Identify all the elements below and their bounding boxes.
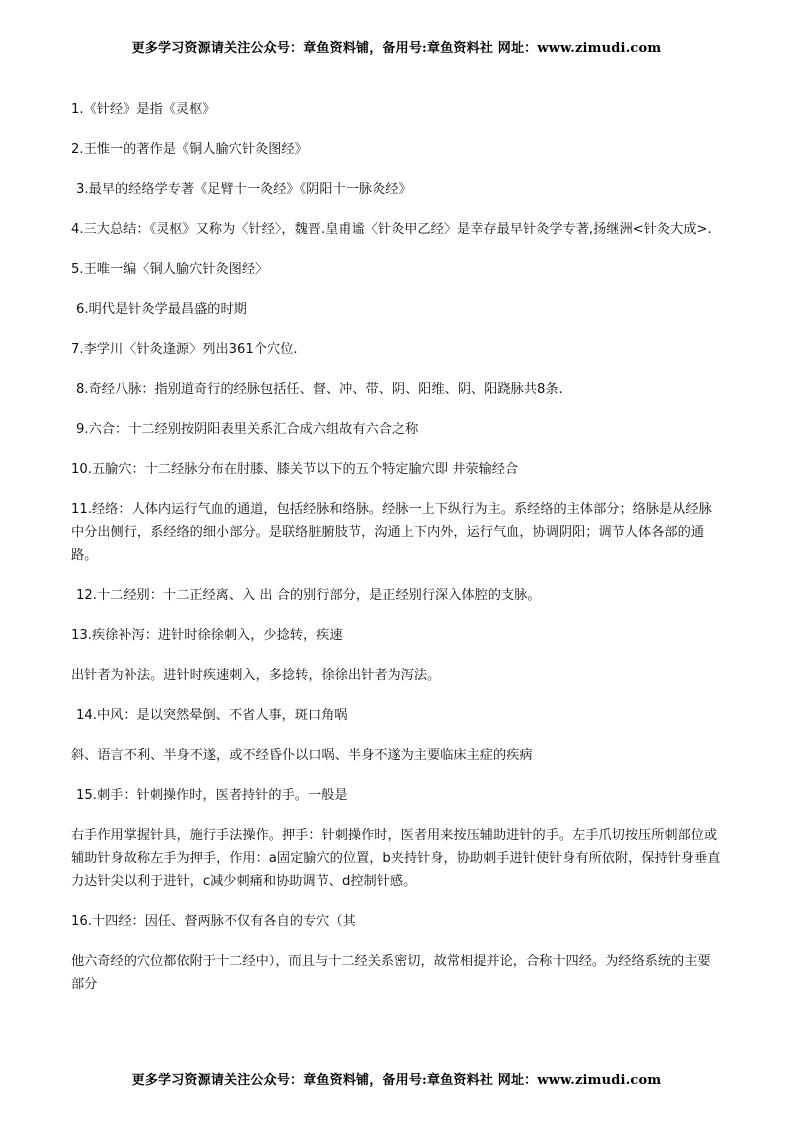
paragraph-16-continued: 他六奇经的穴位都依附于十二经中），而且与十二经关系密切，故常相提并论，合称十四经。为经络系统的主要部分 [71,954,711,992]
footer-banner: 更多学习资源请关注公众号：章鱼资料铺，备用号:章鱼资料社 网址：www.zimudi.com [131,1073,662,1088]
paragraph-16: 16.十四经：因任、督两脉不仅有各自的专穴（其 [71,914,356,929]
paragraph-6: 6.明代是针灸学最昌盛的时期 [76,302,247,317]
paragraph-15-continued: 右手作用掌握针具，施行手法操作。押手：针刺操作时，医者用来按压辅助进针的手。左手爪切按压所刺部位或辅助针身故称左手为押手，作用：a固定腧穴的位置，b夹持针身，协助刺手进针使针身有所依附，保持针身垂直力达针尖以利于进针，c减少刺痛和协助调节、d控制针感。 [71,828,721,889]
paragraph-11: 11.经络：人体内运行气血的通道，包括经脉和络脉。经脉一上下纵行为主。系经络的主体部分；络脉是从经脉中分出侧行，系经络的细小部分。是联络脏腑肢节，沟通上下内外，运行气血，协调阴阳；调节人体各部的通路。 [71,502,712,563]
paragraph-2: 2.王惟一的著作是《铜人腧穴针灸图经》 [71,142,308,157]
paragraph-9: 9.六合：十二经别按阴阳表里关系汇合成六组故有六合之称 [76,422,419,437]
paragraph-13: 13.疾徐补泻：进针时徐徐刺入，少捻转，疾速 [71,628,343,643]
header-banner: 更多学习资源请关注公众号：章鱼资料铺，备用号:章鱼资料社 网址：www.zimudi.com [131,41,662,56]
paragraph-5: 5.王唯一编〈铜人腧穴针灸图经〉 [71,262,269,277]
paragraph-13-continued: 出针者为补法。进针时疾速刺入，多捻转，徐徐出针者为泻法。 [71,668,441,683]
paragraph-12: 12.十二经别：十二正经离、入 出 合的别行部分，是正经别行深入体腔的支脉。 [76,588,541,603]
paragraph-7: 7.李学川〈针灸逢源〉列出361个穴位. [71,342,298,357]
paragraph-14: 14.中风：是以突然晕倒、不省人事，斑口角㖞 [76,708,348,723]
document-body [71,98,721,1013]
paragraph-3: 3.最早的经络学专著《足臂十一灸经》《阴阳十一脉灸经》 [76,182,412,197]
paragraph-14-continued: 斜、语言不利、半身不遂，或不经昏仆以口㖞、半身不遂为主要临床主症的疾病 [71,748,533,763]
paragraph-10: 10.五腧穴：十二经脉分布在肘膝、膝关节以下的五个特定腧穴即 井荥输经合 [71,462,519,477]
paragraph-4: 4.三大总结：《灵枢》又称为〈针经〉，魏晋.皇甫谧〈针灸甲乙经〉是幸存最早针灸学专著,扬继洲<针灸大成>. [71,222,712,237]
paragraph-1: 1.《针经》是指《灵枢》 [71,102,216,117]
paragraph-8: 8.奇经八脉：指别道奇行的经脉包括任、督、冲、带、阴、阳维、阴、阳跷脉共8条. [76,382,563,397]
paragraph-15: 15.刺手：针刺操作时，医者持针的手。一般是 [76,788,348,803]
